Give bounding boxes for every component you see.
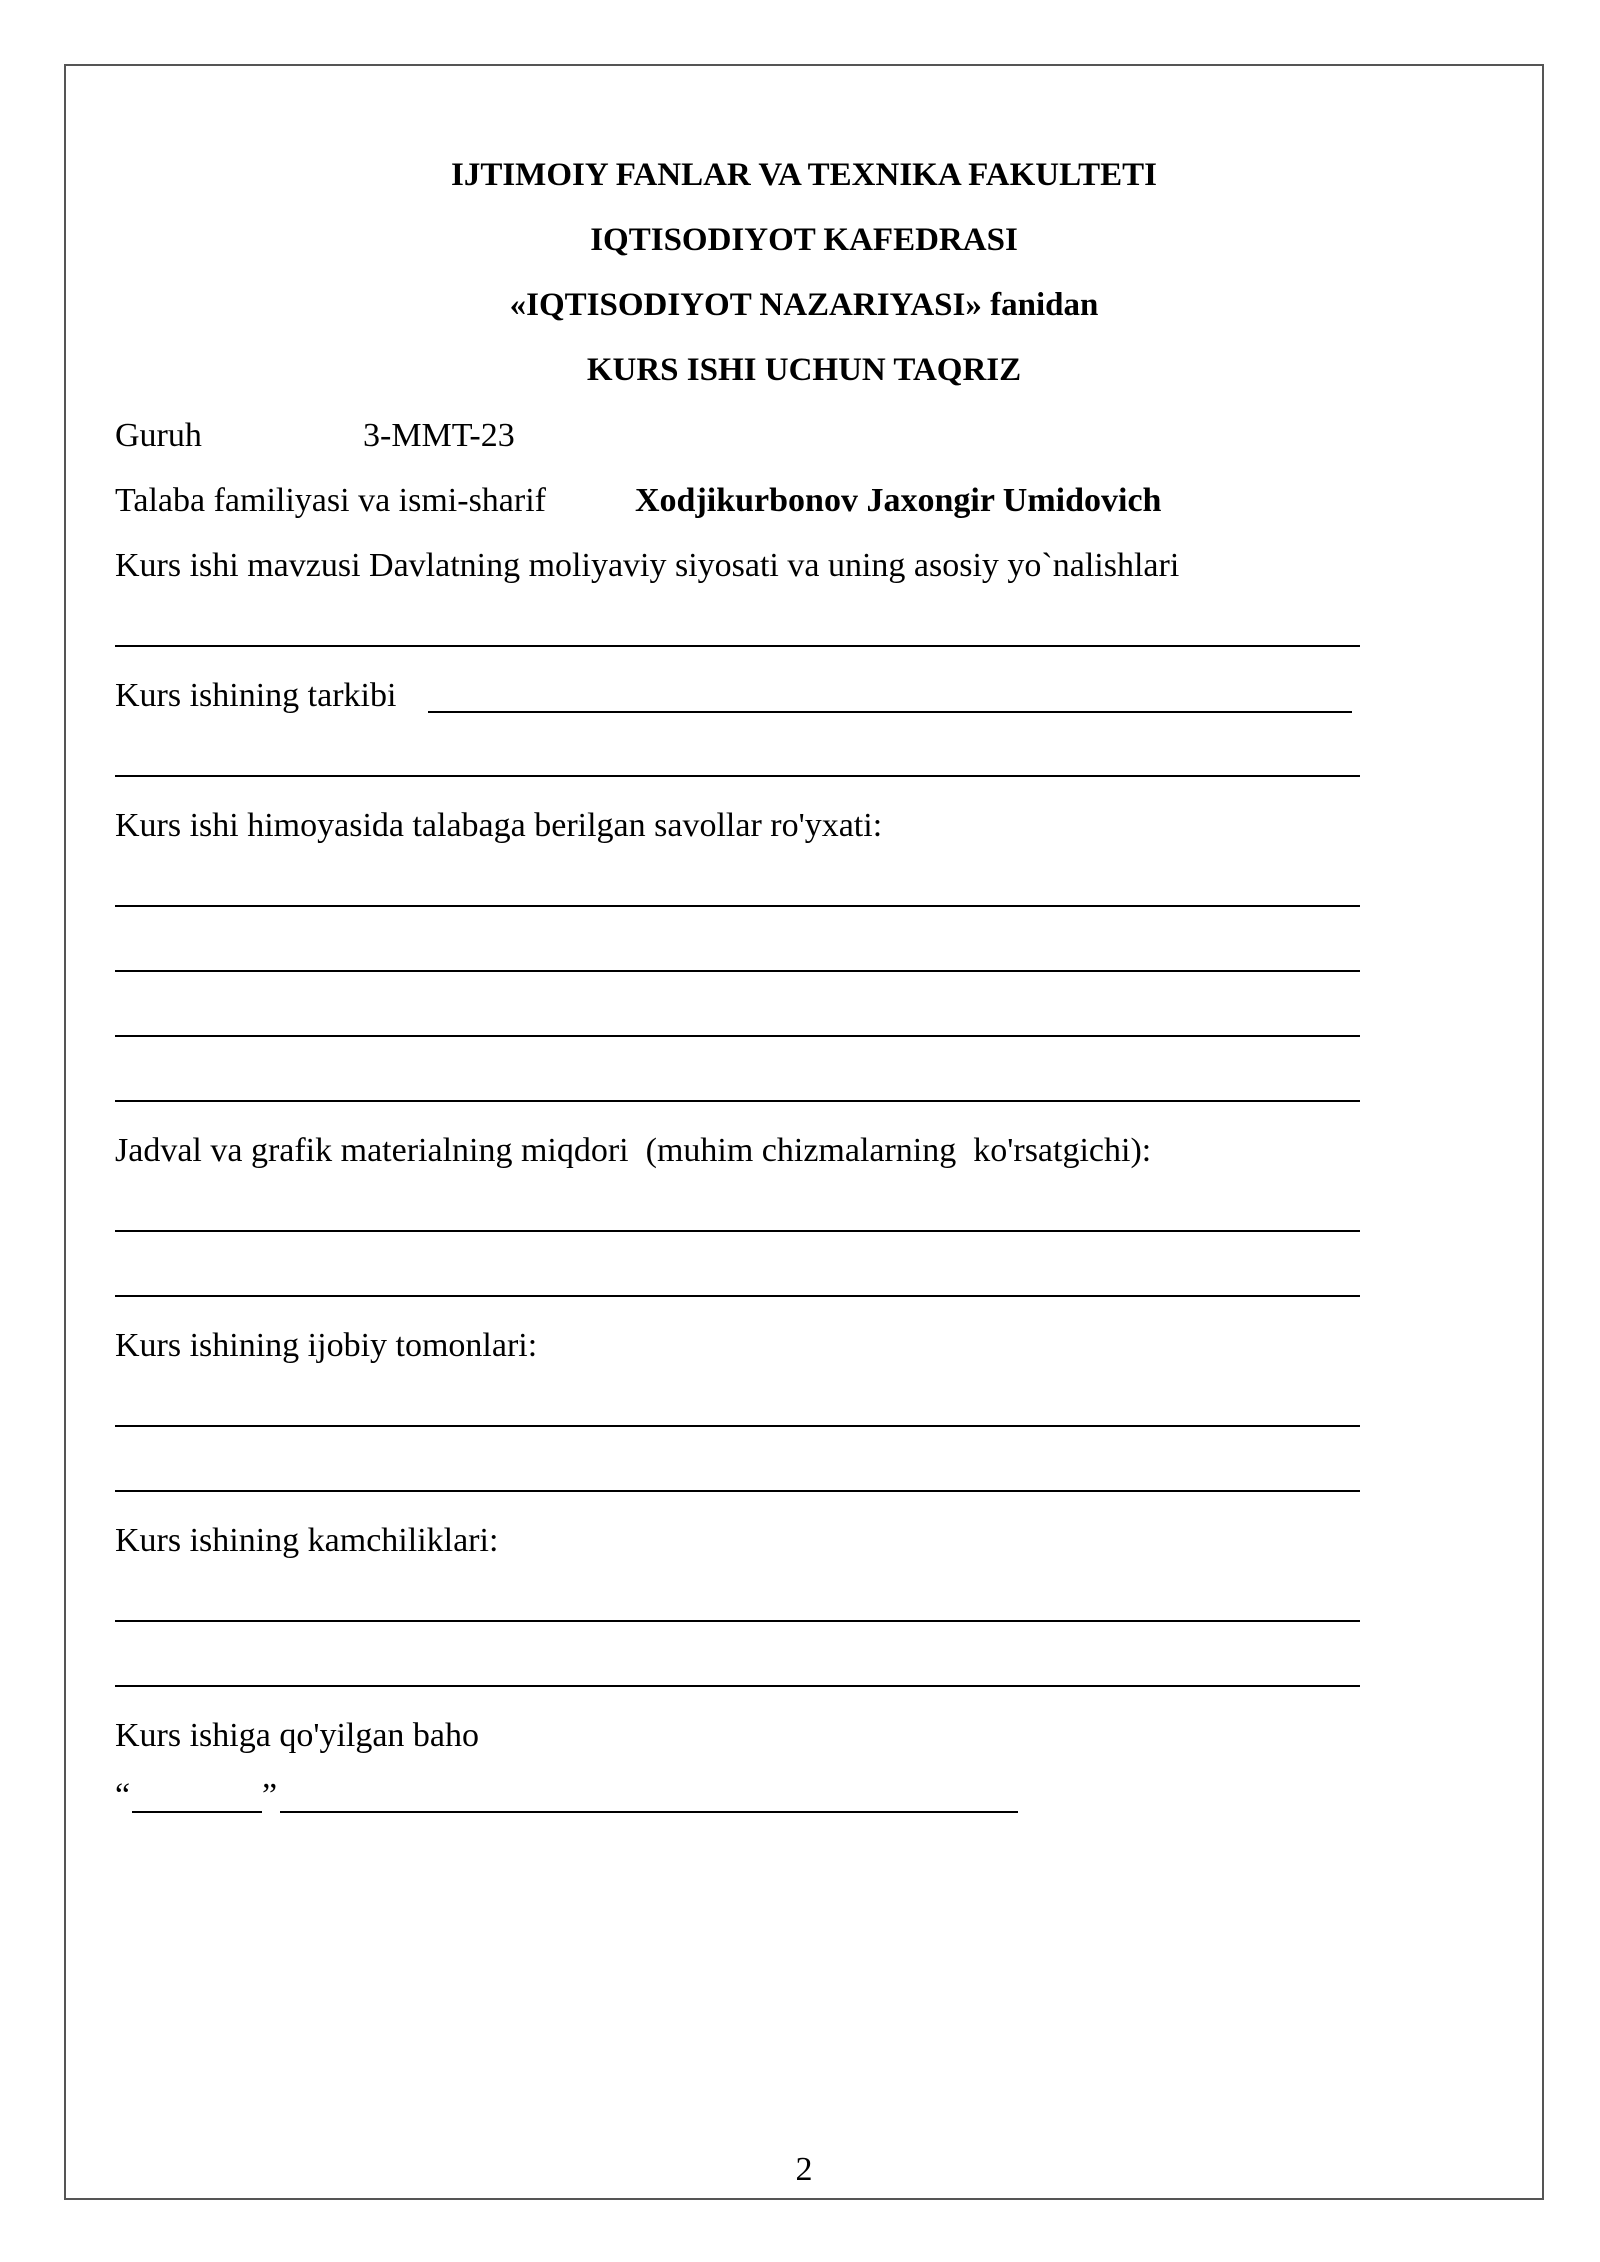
grade-blank (132, 1811, 262, 1813)
group-value: 3-MMT-23 (363, 417, 515, 454)
subject-heading: «IQTISODIYOT NAZARIYASI» fanidan (509, 287, 1099, 323)
materials-blank-line-2 (115, 1295, 1360, 1297)
topic-line: Kurs ishi mavzusi Davlatning moliyaviy siyosati va uning asosiy yo`nalishlari (115, 547, 1180, 584)
positives-blank-line-1 (115, 1425, 1360, 1427)
shortcomings-label: Kurs ishining kamchiliklari: (115, 1522, 499, 1559)
grade-label: Kurs ishiga qo'yilgan baho (115, 1717, 480, 1754)
department-heading: IQTISODIYOT KAFEDRASI (590, 222, 1018, 258)
materials-blank-line-1 (115, 1230, 1360, 1232)
shortcomings-blank-line-2 (115, 1685, 1360, 1687)
page-number: 2 (795, 2151, 813, 2188)
faculty-heading: IJTIMOIY FANLAR VA TEXNIKA FAKULTETI (450, 157, 1157, 193)
student-name: Xodjikurbonov Jaxongir Umidovich (635, 482, 1162, 519)
document-title: KURS ISHI UCHUN TAQRIZ (586, 352, 1022, 388)
materials-label: Jadval va grafik materialning miqdori (muhim chizmalarning ko'rsatgichi): (115, 1132, 1152, 1169)
positives-blank-line-2 (115, 1490, 1360, 1492)
questions-label: Kurs ishi himoyasida talabaga berilgan savollar ro'yxati: (115, 807, 883, 844)
topic-blank-line (115, 645, 1360, 647)
questions-blank-line-1 (115, 905, 1360, 907)
composition-label: Kurs ishining tarkibi (115, 677, 397, 714)
questions-blank-line-4 (115, 1100, 1360, 1102)
positives-label: Kurs ishining ijobiy tomonlari: (115, 1327, 538, 1364)
grade-words-blank (280, 1811, 1018, 1813)
composition-blank-line-2 (115, 775, 1360, 777)
questions-blank-line-3 (115, 1035, 1360, 1037)
composition-blank-line (428, 711, 1352, 713)
grade-close-quote: ” (262, 1777, 278, 1814)
group-label: Guruh (115, 417, 202, 454)
student-label: Talaba familiyasi va ismi-sharif (115, 482, 546, 519)
grade-open-quote: “ (115, 1777, 131, 1814)
shortcomings-blank-line-1 (115, 1620, 1360, 1622)
questions-blank-line-2 (115, 970, 1360, 972)
